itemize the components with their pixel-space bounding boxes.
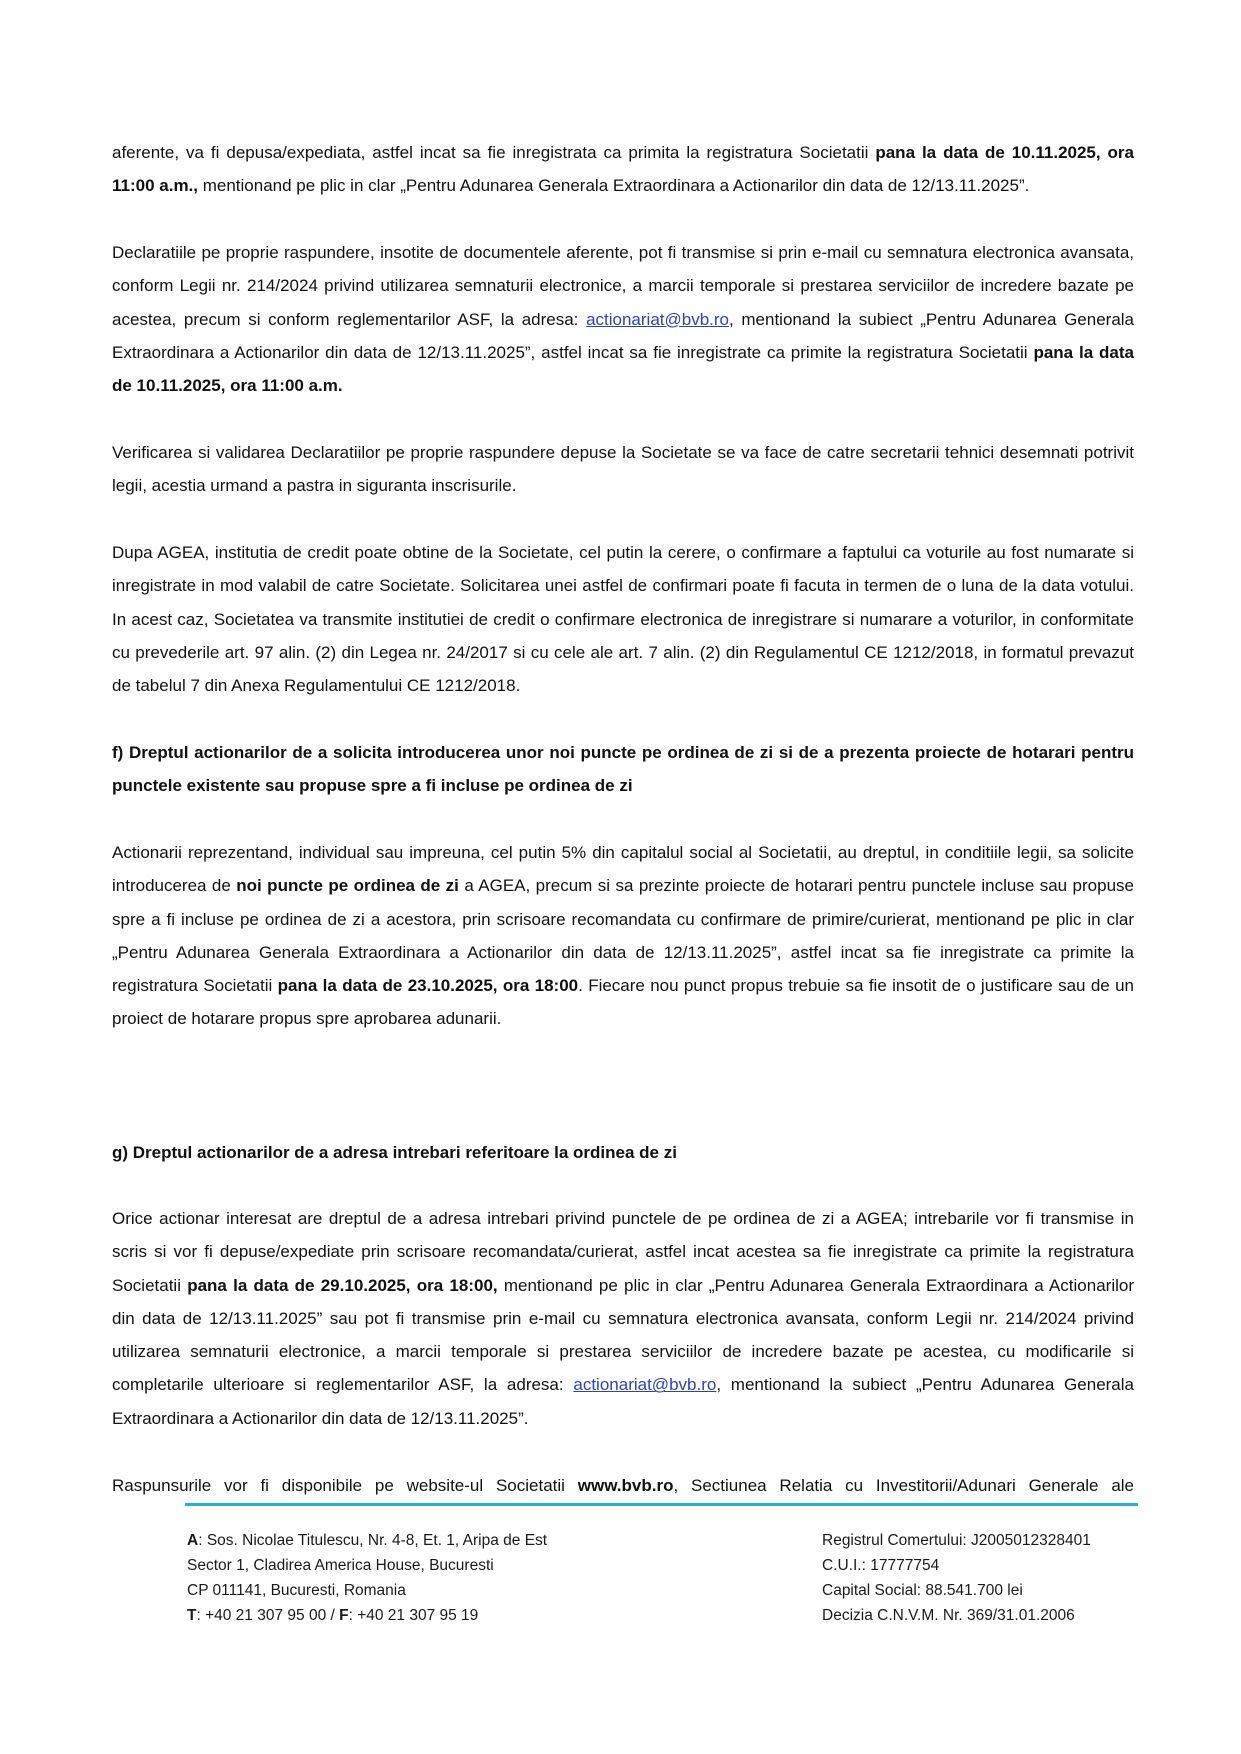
section-heading-g xyxy=(112,1136,1134,1169)
cnvm-decision: Decizia C.N.V.M. Nr. 369/31.01.2006 xyxy=(822,1607,1075,1624)
heading-text: g) Dreptul actionarilor de a adresa intrebari referitoare la ordinea de zi xyxy=(112,1143,677,1162)
paragraph-raspunsurile xyxy=(112,1469,1134,1502)
footer-address xyxy=(187,1528,547,1628)
paragraph-text: . Fiecare nou punct propus trebuie sa fie insotit de o justificare sau de un proiect de hotarare propus spre aprobarea adunarii. xyxy=(112,976,1134,1029)
paragraph-text: Declaratiile pe proprie raspundere, insotite de documentele aferente, pot fi transmise si prin e-mail cu semnatura electronica avansata, conform Legii nr. 214/2024 privind utilizarea semnaturii electronice, a marcii temporale si prestarea serviciilor de incredere bazate pe acestea, precum si conform reglementarilor ASF, la adresa: xyxy=(112,243,1134,329)
paragraph-text: , mentionand la subiect „Pentru Adunarea Generala Extraordinara a Actionarilor din data de 12/13.11.2025”. xyxy=(112,1375,1134,1428)
paragraph-orice-actionar xyxy=(112,1202,1134,1435)
footer-company-info xyxy=(822,1528,1091,1628)
footer-address-line: CP 011141, Bucuresti, Romania xyxy=(187,1582,406,1599)
paragraph-text: Actionarii reprezentand, individual sau impreuna, cel putin 5% din capitalul social al Societatii, au dreptul, in conditiile legii, sa solicite introducerea de xyxy=(112,843,1134,896)
paragraph-text: aferente, va fi depusa/expediata, astfel incat sa fie inregistrata ca primita la registratura Societatii xyxy=(112,143,876,162)
paragraph-text: , Sectiunea Relatia cu Investitorii/Adunari Generale ale xyxy=(673,1476,1135,1495)
paragraph-verificarea xyxy=(112,436,1134,503)
section-heading-f xyxy=(112,736,1134,803)
footer-divider xyxy=(185,1503,1138,1506)
deadline-text: pana la data de 29.10.2025, ora 18:00, xyxy=(187,1275,498,1295)
fax-value: : +40 21 307 95 19 xyxy=(348,1607,479,1624)
emphasis-text: noi puncte pe ordinea de zi xyxy=(236,876,459,896)
deadline-text: pana la data de 23.10.2025, ora 18:00 xyxy=(277,976,579,996)
website-text: www.bvb.ro xyxy=(577,1476,674,1495)
footer-phone-line xyxy=(187,1603,547,1628)
phone-label: T xyxy=(187,1607,197,1624)
phone-value: : +40 21 307 95 00 / xyxy=(196,1607,340,1624)
footer-address-line: Sector 1, Cladirea America House, Bucuresti xyxy=(187,1557,494,1574)
paragraph-text: mentionand pe plic in clar „Pentru Adunarea Generala Extraordinara a Actionarilor din data de 12/13.11.2025” sau pot fi transmise prin e-mail cu semnatura electronica avansata, conform Legii nr. 214/2024 privind utilizarea semnaturii electronice, a marcii temporale si prestarea serviciilor de incredere bazate pe acestea, cu modificarile si completarile ulterioare si reglementarilor ASF, la adresa: xyxy=(112,1275,1135,1395)
registry-number: Registrul Comertului: J2005012328401 xyxy=(822,1532,1091,1549)
address-text: : Sos. Nicolae Titulescu, Nr. 4-8, Et. 1, Aripa de Est xyxy=(198,1532,548,1549)
paragraph-declaratii xyxy=(112,236,1134,402)
paragraph-dupa-agea xyxy=(112,536,1134,702)
paragraph-text: Verificarea si validarea Declaratiilor pe proprie raspundere depuse la Societate se va face de catre secretarii tehnici desemnati potrivit legii, acestia urmand a pastra in siguranta inscrisurile. xyxy=(112,443,1134,496)
fax-label: F xyxy=(339,1607,349,1624)
email-link[interactable]: actionariat@bvb.ro xyxy=(573,1375,717,1395)
paragraph-text: mentionand pe plic in clar „Pentru Adunarea Generala Extraordinara a Actionarilor din data de 12/13.11.2025”. xyxy=(198,176,1030,196)
deadline-text: pana la data de 10.11.2025, ora 11:00 a.m. xyxy=(112,342,1134,396)
footer-address-line xyxy=(187,1528,547,1553)
paragraph-actionarii xyxy=(112,836,1134,1036)
paragraph-text: , mentionand la subiect „Pentru Adunarea Generala Extraordinara a Actionarilor din data de 12/13.11.2025”, astfel incat sa fie inregistrate ca primite la registratura Societatii xyxy=(112,309,1134,362)
cui-number: C.U.I.: 17777754 xyxy=(822,1557,940,1574)
heading-text: f) Dreptul actionarilor de a solicita introducerea unor noi puncte pe ordinea de zi si de a prezenta proiecte de hotarari pentru punctele existente sau propuse spre a fi incluse pe ordinea de zi xyxy=(112,743,1134,796)
paragraph-text: a AGEA, precum si sa prezinte proiecte de hotarari pentru punctele incluse sau propuse spre a fi incluse pe ordinea de zi a acestora, prin scrisoare recomandata cu confirmare de primire/curierat, mentionand pe plic in clar „Pentru Adunarea Generala Extraordinara a Actionarilor din data de 12/13.11.2025”, astfel incat sa fie inregistrate ca primite la registratura Societatii xyxy=(112,876,1134,996)
deadline-text: pana la data de 10.11.2025, ora 11:00 a.m., xyxy=(112,143,1135,196)
paragraph-text: Raspunsurile vor fi disponibile pe website-ul Societatii xyxy=(112,1476,578,1495)
address-label: A xyxy=(187,1532,199,1549)
paragraph-aferente xyxy=(112,136,1134,203)
email-link[interactable]: actionariat@bvb.ro xyxy=(586,309,730,329)
paragraph-text: Dupa AGEA, institutia de credit poate obtine de la Societate, cel putin la cerere, o confirmare a faptului ca voturile au fost numarate si inregistrate in mod valabil de catre Societate. Solicitarea unei astfel de confirmari poate fi facuta in termen de o luna de la data votului. In acest caz, Societatea va transmite institutiei de credit o confirmare electronica de inregistrare si numarare a voturilor, in conformitate cu prevederile art. 97 alin. (2) din Legea nr. 24/2017 si cu cele ale art. 7 alin. (2) din Regulamentul CE 1212/2018, in formatul prevazut de tabelul 7 din Anexa Regulamentului CE 1212/2018. xyxy=(112,543,1134,696)
paragraph-text: Orice actionar interesat are dreptul de a adresa intrebari privind punctele de pe ordinea de zi a AGEA; intrebarile vor fi transmise in scris si vor fi depuse/expediate prin scrisoare recomandata/curierat, astfel incat acestea sa fie inregistrate ca primite la registratura Societatii xyxy=(112,1209,1134,1295)
share-capital: Capital Social: 88.541.700 lei xyxy=(822,1582,1023,1599)
